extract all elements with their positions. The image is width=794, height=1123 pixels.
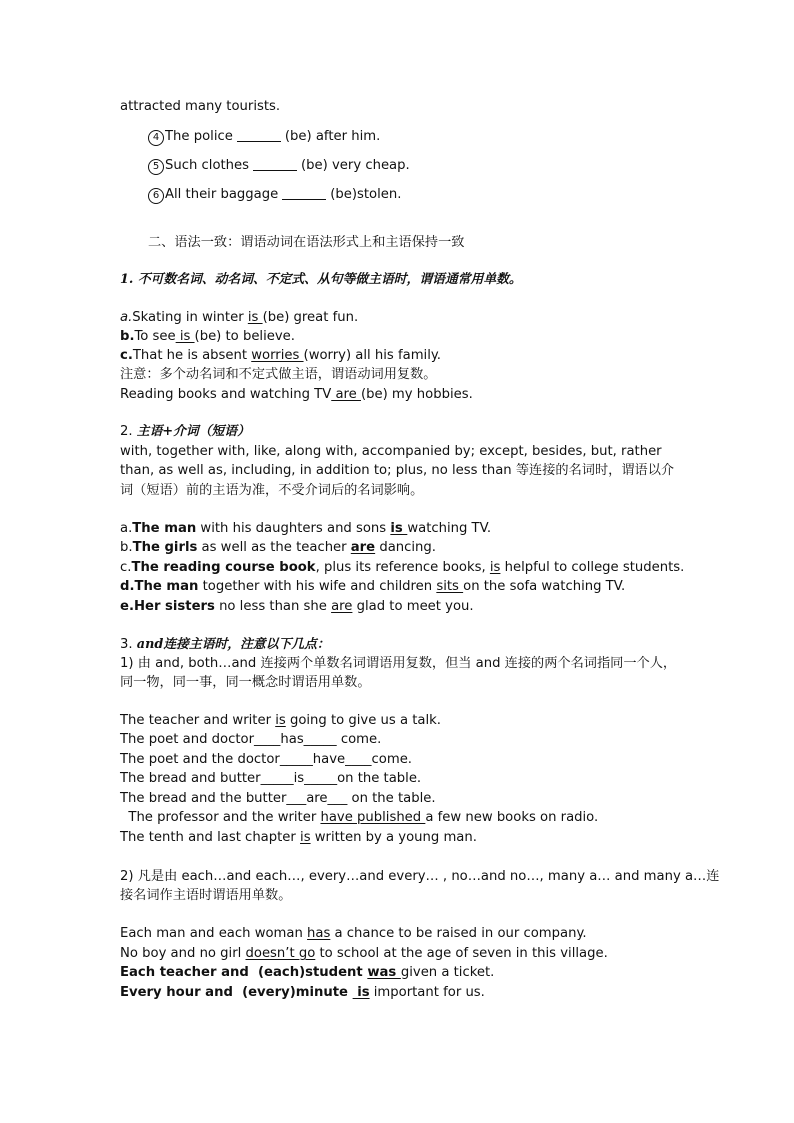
paragraph-line: 同一物，同一事，同一概念时谓语用单数。 <box>120 675 371 690</box>
circled-number: 5 <box>148 159 164 175</box>
example-line: Each teacher and (each)student was given a ticket. <box>120 965 495 980</box>
paragraph-line: 2) 凡是由 each…and each…, every…and every… , no…and no…, many a… and many a…连 <box>120 869 720 884</box>
text-line: attracted many tourists. <box>120 99 281 114</box>
example-line: Every hour and (every)minute is important for us. <box>120 985 485 1000</box>
paragraph-line: 词（短语）前的主语为准，不受介词后的名词影响。 <box>120 483 424 498</box>
example-line: b.To see is (be) to believe. <box>120 329 295 344</box>
example-line: c.That he is absent worries (worry) all his family. <box>120 348 441 363</box>
example-line: a.The man with his daughters and sons is watching TV. <box>120 521 492 536</box>
answer-blank[interactable] <box>282 187 326 200</box>
example-line: Reading books and watching TV are (be) my hobbies. <box>120 387 473 402</box>
example-line: e.Her sisters no less than she are glad to meet you. <box>120 599 474 614</box>
exercise-item: 5 Such clothes (be) very cheap. <box>148 156 410 175</box>
example-line: Each man and each woman has a chance to be raised in our company. <box>120 926 587 941</box>
example-line: b.The girls as well as the teacher are dancing. <box>120 540 436 555</box>
circled-number: 6 <box>148 188 164 204</box>
example-line: The teacher and writer is going to give us a talk. <box>120 713 441 728</box>
example-line: The bread and the butter___are___ on the table. <box>120 791 436 806</box>
exercise-item: 4 The police (be) after him. <box>148 127 380 146</box>
subheading: 2. 主语+介词（短语） <box>120 424 250 439</box>
circled-number: 4 <box>148 130 164 146</box>
example-line: The professor and the writer have published a few new books on radio. <box>120 810 599 825</box>
paragraph-line: 1) 由 and, both…and 连接两个单数名词谓语用复数，但当 and 连接的两个名词指同一个人， <box>120 656 677 671</box>
note-line: 注意：多个动名词和不定式做主语，谓语动词用复数。 <box>120 367 437 382</box>
subheading: 3. and连接主语时，注意以下几点： <box>120 637 330 652</box>
example-line: No boy and no girl doesn’t go to school at the age of seven in this village. <box>120 946 608 961</box>
answer-blank[interactable] <box>237 129 281 142</box>
example-line: d.The man together with his wife and children sits on the sofa watching TV. <box>120 579 626 594</box>
example-line: c.The reading course book, plus its reference books, is helpful to college students. <box>120 560 685 575</box>
paragraph-line: with, together with, like, along with, accompanied by; except, besides, but, rather <box>120 444 662 459</box>
exercise-item: 6 All their baggage (be)stolen. <box>148 185 401 204</box>
subheading: 1. 不可数名词、动名词、不定式、从句等做主语时，谓语通常用单数。 <box>120 272 522 287</box>
example-line: The poet and doctor____has_____ come. <box>120 732 382 747</box>
paragraph-line: 接名词作主语时谓语用单数。 <box>120 888 292 903</box>
example-line: The poet and the doctor_____have____come. <box>120 752 413 767</box>
section-title: 二、语法一致：谓语动词在语法形式上和主语保持一致 <box>148 235 465 250</box>
answer-blank[interactable] <box>253 158 297 171</box>
paragraph-line: than, as well as, including, in addition to; plus, no less than 等连接的名词时，谓语以介 <box>120 463 675 478</box>
example-line: The bread and butter_____is_____on the table. <box>120 771 422 786</box>
example-line: a.Skating in winter is (be) great fun. <box>120 310 359 325</box>
example-line: The tenth and last chapter is written by a young man. <box>120 830 477 845</box>
